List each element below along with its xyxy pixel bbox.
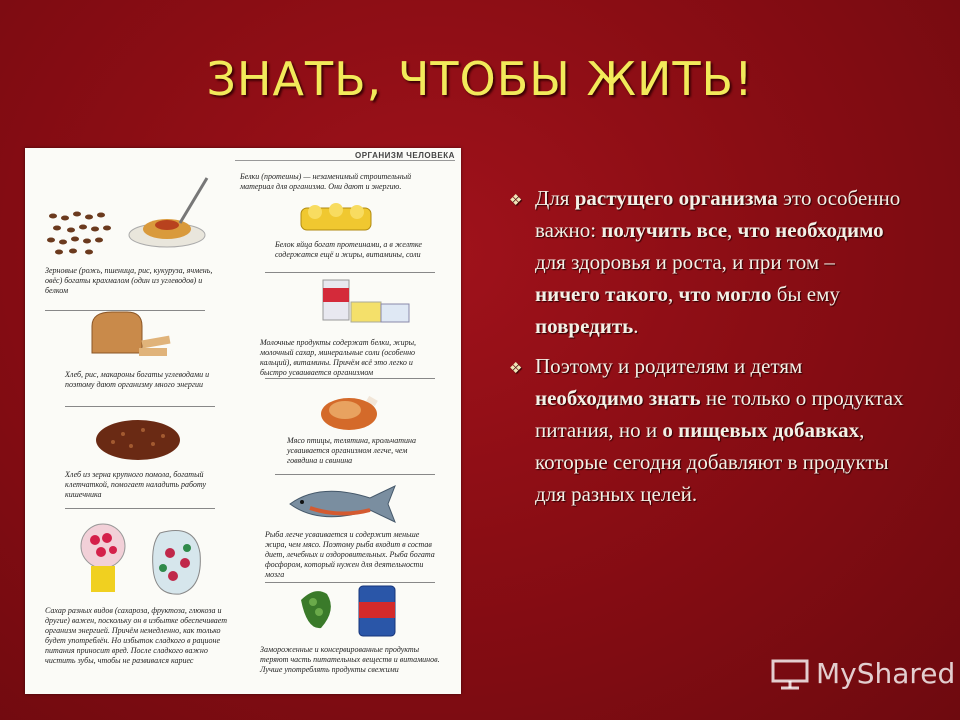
text-run: это особенно важно:: [535, 186, 901, 242]
bold-phrase: необходимо знать: [535, 386, 701, 410]
caption-proteins: Белки (протеины) — незаменимый строительный материал для организма. Они дают и энергию.: [240, 172, 412, 191]
text-run: ,: [727, 218, 738, 242]
divider: [65, 406, 215, 407]
watermark: [770, 656, 955, 690]
text-run: ,: [668, 282, 679, 306]
caption-wholegrain: Хлеб из зерна крупного помола, богатый клетчаткой, помогает наладить работу кишечника: [65, 470, 207, 499]
egg-box-illustration: [297, 200, 377, 234]
text-run: Для: [535, 186, 575, 210]
watermark-text: MyShared: [816, 656, 956, 690]
caption-meat: Мясо птицы, телятина, крольчатина усваивается организмом легче, чем говядина и свинина: [287, 436, 416, 465]
caption-fish: Рыба легче усваивается и содержит меньше жира, чем мясо. Поэтому рыба входит в состав диет, лечебных и оздоровительных. Рыба богата фосфором, который нужен для деятельности мозга: [265, 530, 435, 579]
caption-sugar: Сахар разных видов (сахароза, фруктоза, глюкоза и другие) важен, поскольку он в избытке обеспечивает организм энергией. Причём немедленно, как только будет употреблён. Но избыток сладкого в рационе питания приносит вред. После сладкого важно чистить зубы, чтобы не развивался кариес: [45, 606, 228, 665]
wholegrain-bread-illustration: [93, 416, 183, 464]
roast-chicken-illustration: [315, 388, 385, 434]
diamond-cluster-icon: ❖: [509, 361, 523, 377]
diamond-cluster-icon: ❖: [509, 193, 523, 209]
book-page-image: [25, 148, 461, 694]
text-run: .: [633, 314, 639, 338]
slide-title: ЗНАТЬ, ЧТОБЫ ЖИТЬ!: [206, 52, 754, 106]
text-run: не только о продуктах питания, но и: [535, 386, 904, 442]
candy-jars-illustration: [75, 518, 225, 598]
pasta-plate-illustration: [125, 173, 220, 253]
divider: [265, 272, 435, 273]
grains-illustration: [45, 208, 115, 258]
bold-phrase: растущего организма: [574, 186, 778, 210]
divider: [265, 378, 435, 379]
header-rule: [235, 160, 455, 161]
caption-bread: Хлеб, рис, макароны богаты углеводами и поэтому дают организму много энергии: [65, 370, 210, 389]
bullet-text: [535, 354, 904, 506]
bullet-item: [505, 350, 905, 510]
divider: [65, 508, 215, 509]
bold-phrase: получить все: [601, 218, 728, 242]
text-run: Поэтому и родителям и детям: [535, 354, 803, 378]
bullet-text: [535, 186, 900, 338]
caption-frozen: Замороженные и консервированные продукты теряют часть питательных веществ и витаминов. Лучше употреблять продукты свежими: [260, 645, 440, 674]
bread-illustration: [87, 308, 177, 368]
text-run: бы ему: [771, 282, 840, 306]
fish-illustration: [280, 478, 410, 530]
bold-phrase: ничего такого: [535, 282, 669, 306]
bullet-item: [505, 182, 905, 342]
caption-dairy: Молочные продукты содержат белки, жиры, молочный сахар, минеральные соли (особенно кальций), витамины. Причём всё это легко и быстро усваивается организмом: [260, 338, 417, 377]
caption-grains: Зерновые (рожь, пшеница, рис, кукуруза, ячмень, овёс) богаты крахмалом (один из углеводов) и белком: [45, 266, 213, 295]
caption-egg: Белок яйца богат протеинами, а в желтке содержатся ещё и жиры, витамины, соли: [275, 240, 422, 259]
presentation-icon: [770, 656, 810, 690]
bold-phrase: что необходимо: [737, 218, 884, 242]
bullet-list: [505, 182, 905, 518]
bold-phrase: что могло: [678, 282, 772, 306]
text-run: для здоровья и роста, и при том –: [535, 250, 835, 274]
divider: [275, 474, 435, 475]
bold-phrase: повредить: [535, 314, 634, 338]
bold-phrase: о пищевых добавках: [662, 418, 860, 442]
book-page-header: ОРГАНИЗМ ЧЕЛОВЕКА: [355, 151, 455, 160]
text-run: , которые сегодня добавляют в продукты для разных целей.: [535, 418, 889, 506]
dairy-products-illustration: [315, 278, 415, 330]
canned-goods-illustration: [297, 580, 407, 640]
